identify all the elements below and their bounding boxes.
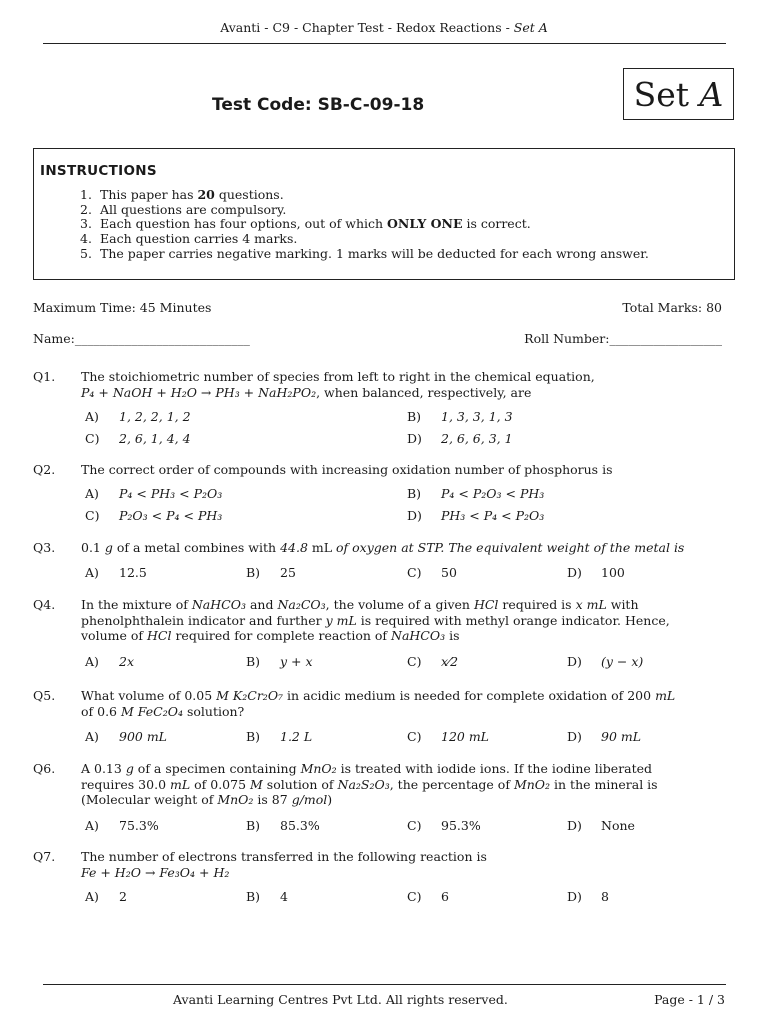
math-expression: Na₂CO₃	[277, 597, 326, 612]
instruction-number: 1.	[80, 187, 92, 202]
option-value: 95.3%	[441, 818, 481, 833]
question-line	[81, 385, 731, 401]
instruction-text: Each question carries 4 marks.	[100, 231, 298, 247]
math-expression: 44.8	[280, 540, 312, 555]
question-line	[81, 688, 731, 704]
option-label: C)	[407, 889, 422, 904]
math-expression: Na₂S₂O₃	[337, 776, 390, 792]
option-value: 1, 2, 2, 1, 2	[119, 409, 191, 424]
question-text-block	[81, 369, 731, 400]
question-text: 0.1	[81, 540, 105, 555]
option-value: None	[601, 818, 635, 833]
instruction-emphasis: 20	[197, 187, 215, 202]
option-a[interactable]	[85, 818, 159, 833]
roll-number-field[interactable]: Roll Number:__________________	[524, 331, 722, 346]
question-text: is required with methyl orange indicator. Hence,	[356, 612, 670, 628]
option-d[interactable]	[567, 565, 625, 580]
math-expression: M K₂Cr₂O₇	[216, 688, 284, 703]
footer-company: Avanti Learning Centres Pvt Ltd. All rights reserved.	[173, 992, 508, 1007]
question-line: The stoichiometric number of species from left to right in the chemical equation,	[81, 369, 595, 384]
option-label: C)	[407, 818, 422, 833]
option-value: PH₃ < P₄ < P₂O₃	[441, 508, 545, 523]
option-label: C)	[85, 431, 100, 446]
question-line: The correct order of compounds with increasing oxidation number of phosphorus is	[81, 462, 613, 477]
instruction-number: 4.	[80, 231, 92, 247]
header-rule	[43, 43, 726, 44]
question-text-block	[81, 462, 731, 478]
question-text-block	[81, 761, 731, 808]
question-text: solution of	[262, 776, 338, 792]
question-number: Q2.	[33, 462, 56, 477]
option-b[interactable]	[407, 409, 513, 424]
option-value: 6	[441, 889, 449, 904]
option-label: B)	[246, 654, 261, 669]
question-number: Q1.	[33, 369, 56, 384]
option-value: 12.5	[119, 565, 147, 580]
option-label: A)	[85, 565, 99, 580]
question-text: of a metal combines with	[112, 540, 281, 555]
question-text: is	[445, 628, 460, 644]
question-text: and	[245, 597, 278, 612]
option-label: D)	[567, 654, 582, 669]
instruction-emphasis: ONLY ONE	[387, 216, 463, 232]
question-text: , the volume of a given	[325, 597, 474, 612]
option-label: B)	[246, 889, 261, 904]
option-value: 1, 3, 3, 1, 3	[441, 409, 513, 424]
math-expression: P₄ + NaOH + H₂O → PH₃ + NaH₂PO₂	[81, 384, 317, 400]
set-box-letter: A	[699, 75, 724, 114]
question-text: , when balanced, respectively, are	[316, 384, 532, 400]
option-label: B)	[407, 409, 422, 424]
question-text: )	[327, 792, 333, 808]
instruction-text: This paper has	[100, 187, 198, 202]
question-text-block	[81, 688, 731, 719]
question-text: required for complete reaction of	[171, 628, 392, 644]
test-code: Test Code: SB-C-09-18	[212, 95, 425, 115]
max-time: Maximum Time: 45 Minutes	[33, 300, 212, 315]
option-label: A)	[85, 818, 99, 833]
question-text: (Molecular weight of	[81, 792, 218, 808]
option-label: D)	[567, 729, 582, 744]
option-d[interactable]	[567, 889, 609, 904]
question-text-block	[81, 540, 731, 556]
question-number: Q3.	[33, 540, 56, 555]
option-label: C)	[407, 565, 422, 580]
option-label: A)	[85, 486, 99, 501]
question-text: A 0.13	[81, 761, 126, 776]
option-value: 50	[441, 565, 457, 580]
instruction-number: 2.	[80, 201, 92, 217]
math-expression: NaHCO₃	[191, 597, 246, 612]
option-a[interactable]	[85, 486, 222, 501]
question-number: Q7.	[33, 849, 56, 864]
option-label: B)	[246, 818, 261, 833]
option-c[interactable]	[407, 565, 457, 580]
math-expression: y mL	[325, 612, 357, 628]
question-text: with	[606, 597, 639, 612]
option-label: B)	[246, 565, 261, 580]
option-label: D)	[407, 431, 422, 446]
option-label: D)	[567, 565, 582, 580]
option-a[interactable]	[85, 729, 167, 744]
set-box	[623, 68, 734, 120]
question-text: of 0.6	[81, 703, 121, 719]
instruction-number: 3.	[80, 216, 92, 232]
math-expression: x mL	[575, 597, 607, 612]
question-text: required is	[498, 597, 576, 612]
option-b[interactable]	[246, 654, 313, 669]
option-a[interactable]	[85, 654, 134, 669]
math-expression: HCl	[473, 597, 499, 612]
question-line	[81, 704, 731, 720]
option-d[interactable]	[407, 508, 544, 523]
question-text: mL	[311, 540, 333, 555]
option-value: 1.2 L	[280, 729, 313, 744]
name-field[interactable]: Name:____________________________	[33, 331, 250, 346]
option-b[interactable]	[407, 486, 544, 501]
question-text: requires 30.0	[81, 776, 170, 792]
option-label: A)	[85, 889, 99, 904]
option-label: D)	[567, 818, 582, 833]
option-label: C)	[407, 729, 422, 744]
header-title: Avanti - C9 - Chapter Test - Redox Reactions -	[220, 20, 514, 35]
option-a[interactable]	[85, 889, 127, 904]
question-number: Q6.	[33, 761, 56, 776]
question-text: In the mixture of	[81, 597, 192, 612]
question-line	[81, 597, 731, 613]
option-value: 120 mL	[441, 729, 489, 744]
question-line	[81, 613, 731, 629]
instruction-text: The paper carries negative marking. 1 marks will be deducted for each wrong answer.	[100, 245, 649, 261]
math-expression: NaHCO₃	[391, 628, 446, 644]
math-expression: g/mol	[291, 792, 328, 808]
option-value: (y − x)	[601, 654, 644, 669]
option-label: D)	[407, 508, 422, 523]
math-expression: MnO₂	[300, 761, 337, 776]
math-expression: MnO₂	[513, 776, 551, 792]
option-label: C)	[407, 654, 422, 669]
math-expression: of oxygen at STP. The equivalent weight of the metal is	[332, 540, 685, 555]
instructions-title: INSTRUCTIONS	[40, 163, 157, 179]
option-c[interactable]	[407, 654, 458, 669]
option-d[interactable]	[567, 654, 643, 669]
option-value: x⁄2	[441, 654, 459, 669]
option-c[interactable]	[407, 889, 449, 904]
instruction-item	[80, 203, 649, 218]
question-text: in the mineral is	[550, 776, 658, 792]
question-text: in acidic medium is needed for complete oxidation of 200	[283, 688, 656, 703]
option-b[interactable]	[246, 818, 320, 833]
question-line	[81, 777, 731, 793]
instructions-box	[33, 148, 735, 280]
instruction-text: is correct.	[462, 216, 531, 232]
option-label: A)	[85, 729, 99, 744]
option-value: 4	[280, 889, 288, 904]
option-d[interactable]	[567, 729, 641, 744]
question-text: , the percentage of	[389, 776, 514, 792]
math-expression: MnO₂	[217, 792, 254, 808]
option-value: y + x	[280, 654, 313, 669]
instruction-item	[80, 188, 649, 203]
total-marks: Total Marks: 80	[622, 300, 722, 315]
question-text-block	[81, 849, 731, 880]
math-expression: M	[250, 776, 263, 792]
question-text: phenolphthalein indicator and further	[81, 612, 326, 628]
instruction-number: 5.	[80, 245, 92, 261]
header-set: Set A	[513, 20, 548, 35]
option-value: 8	[601, 889, 609, 904]
instruction-item	[80, 217, 649, 232]
question-number: Q5.	[33, 688, 56, 703]
instruction-text: Each question has four options, out of which	[100, 216, 388, 232]
option-c[interactable]	[85, 508, 222, 523]
question-text-block	[81, 597, 731, 644]
option-c[interactable]	[407, 729, 489, 744]
question-text: solution?	[182, 703, 245, 719]
option-label: B)	[407, 486, 422, 501]
instruction-text: questions.	[214, 187, 284, 202]
footer-page: Page - 1 / 3	[654, 992, 725, 1007]
question-line: The number of electrons transferred in the following reaction is	[81, 849, 487, 864]
question-text: is 87	[253, 792, 292, 808]
math-expression: Fe + H₂O → Fe₃O₄ + H₂	[81, 864, 230, 880]
option-value: P₂O₃ < P₄ < PH₃	[119, 508, 223, 523]
question-line	[81, 628, 731, 644]
instruction-text: All questions are compulsory.	[100, 201, 287, 217]
question-text: volume of	[81, 628, 147, 644]
option-value: 2	[119, 889, 127, 904]
instructions-list	[80, 188, 649, 262]
option-value: 85.3%	[280, 818, 320, 833]
question-text: of a specimen containing	[133, 761, 301, 776]
question-line	[81, 540, 731, 556]
option-d[interactable]	[407, 431, 513, 446]
question-line	[81, 792, 731, 808]
option-label: C)	[85, 508, 100, 523]
option-value: 2, 6, 1, 4, 4	[119, 431, 191, 446]
math-expression: mL	[655, 688, 676, 703]
option-value: 2x	[119, 654, 135, 669]
math-expression: mL	[170, 776, 191, 792]
option-b[interactable]	[246, 565, 296, 580]
option-b[interactable]	[246, 729, 312, 744]
option-d[interactable]	[567, 818, 635, 833]
math-expression: g	[125, 761, 134, 776]
math-expression: HCl	[147, 628, 172, 644]
option-b[interactable]	[246, 889, 288, 904]
question-text: is treated with iodide ions. If the iodine liberated	[336, 761, 653, 776]
option-a[interactable]	[85, 565, 147, 580]
page-header	[0, 20, 768, 35]
option-value: P₄ < P₂O₃ < PH₃	[441, 486, 545, 501]
question-number: Q4.	[33, 597, 56, 612]
option-label: D)	[567, 889, 582, 904]
option-value: 2, 6, 6, 3, 1	[441, 431, 513, 446]
option-label: A)	[85, 409, 99, 424]
option-label: B)	[246, 729, 261, 744]
instruction-item	[80, 232, 649, 247]
option-value: 900 mL	[119, 729, 167, 744]
option-value: 100	[601, 565, 625, 580]
option-value: 90 mL	[601, 729, 642, 744]
question-text: of 0.075	[190, 776, 251, 792]
question-text: What volume of 0.05	[81, 688, 217, 703]
instruction-item	[80, 247, 649, 262]
math-expression: g	[104, 540, 113, 555]
option-value: 25	[280, 565, 296, 580]
option-c[interactable]	[407, 818, 481, 833]
question-line	[81, 865, 731, 881]
math-expression: M FeC₂O₄	[120, 703, 183, 719]
option-c[interactable]	[85, 431, 191, 446]
option-a[interactable]	[85, 409, 191, 424]
option-value: 75.3%	[119, 818, 159, 833]
question-line	[81, 761, 731, 777]
option-value: P₄ < PH₃ < P₂O₃	[119, 486, 223, 501]
set-box-prefix: Set	[633, 75, 700, 114]
option-label: A)	[85, 654, 99, 669]
footer-rule	[43, 984, 726, 985]
